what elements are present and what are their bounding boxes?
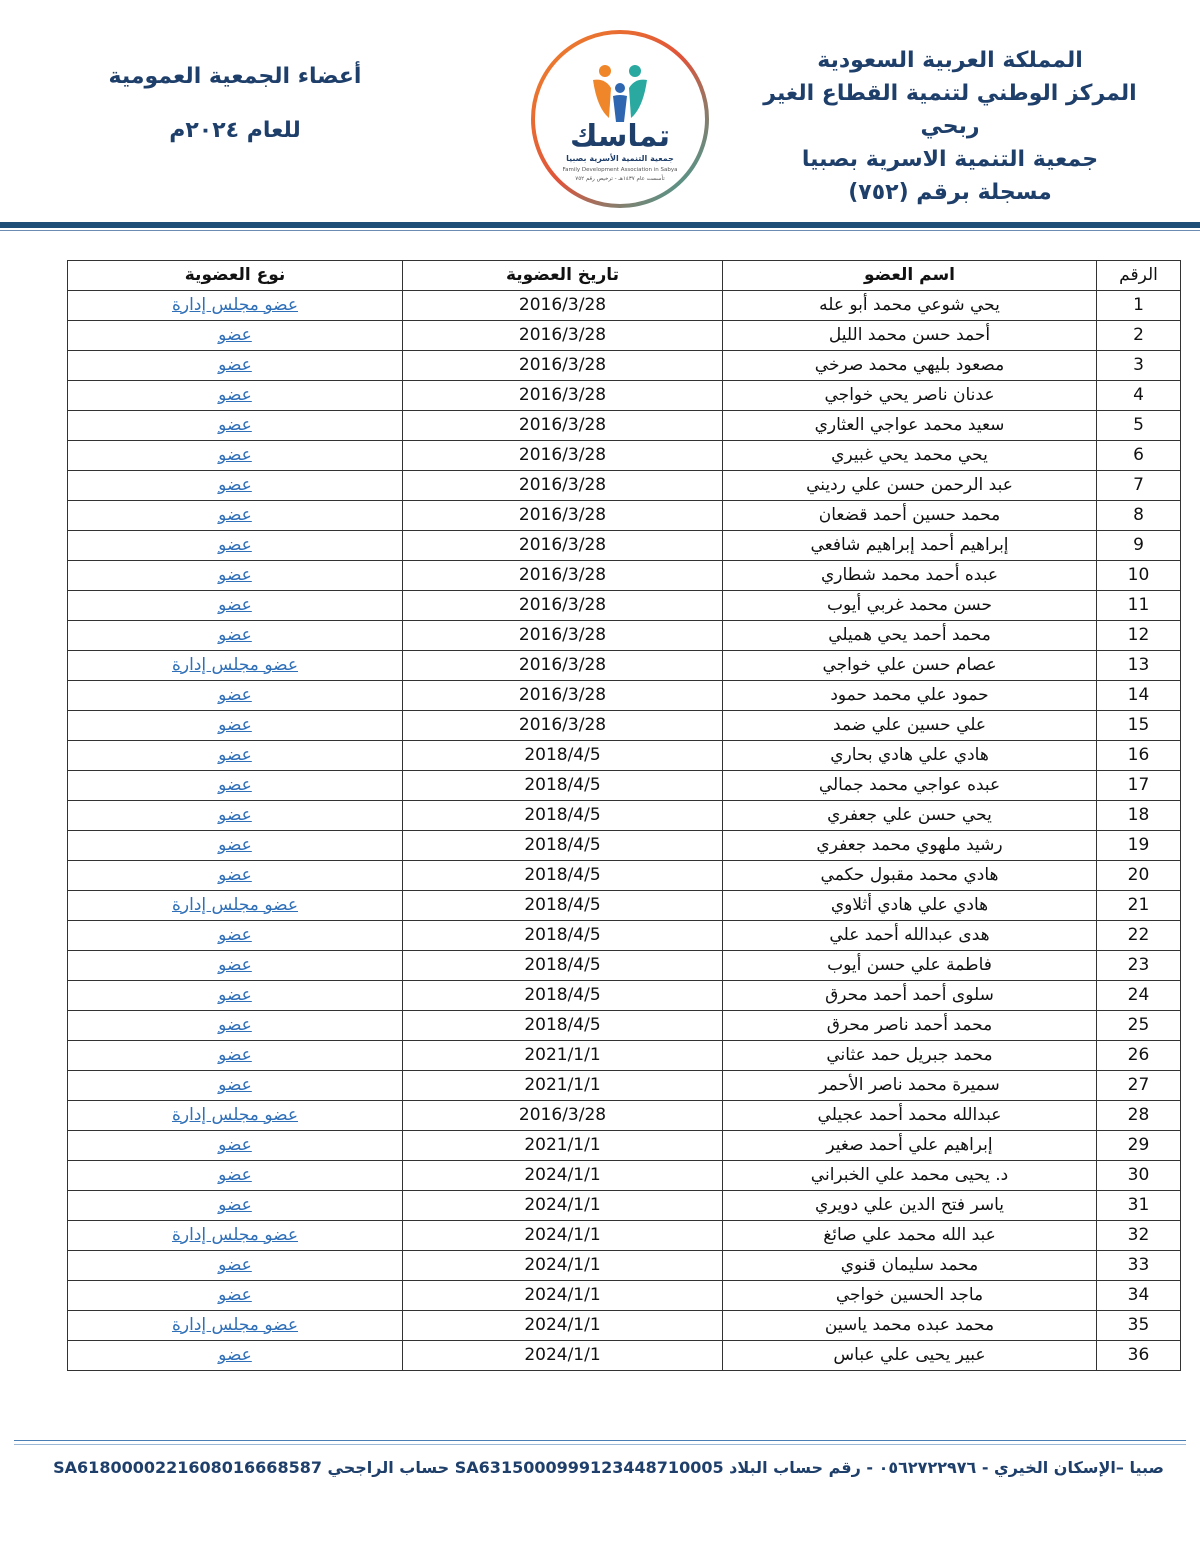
member-name: محمد عبده محمد ياسين xyxy=(723,1311,1097,1341)
member-number: 1 xyxy=(1097,291,1181,321)
member-number: 24 xyxy=(1097,981,1181,1011)
header-divider-thin xyxy=(0,230,1200,231)
member-name: مصعود بليهي محمد صرخي xyxy=(723,351,1097,381)
table-row xyxy=(68,1311,1181,1341)
member-name: محمد أحمد يحي هميلي xyxy=(723,621,1097,651)
membership-type-link[interactable]: عضو xyxy=(218,1285,252,1305)
header-line-country: المملكة العربية السعودية xyxy=(817,48,1083,73)
membership-type xyxy=(68,441,403,471)
table-row xyxy=(68,381,1181,411)
association-logo xyxy=(529,28,711,210)
membership-type-link[interactable]: عضو xyxy=(218,955,252,975)
membership-type-link[interactable]: عضو مجلس إدارة xyxy=(172,655,298,675)
table-row xyxy=(68,321,1181,351)
members-table xyxy=(67,260,1181,1371)
member-number: 5 xyxy=(1097,411,1181,441)
member-number: 27 xyxy=(1097,1071,1181,1101)
member-number: 28 xyxy=(1097,1101,1181,1131)
table-row xyxy=(68,471,1181,501)
member-number: 14 xyxy=(1097,681,1181,711)
membership-date: 2016/3/28 xyxy=(403,411,723,441)
membership-type-link[interactable]: عضو xyxy=(218,445,252,465)
table-row xyxy=(68,861,1181,891)
membership-type-link[interactable]: عضو xyxy=(218,505,252,525)
membership-date: 2016/3/28 xyxy=(403,651,723,681)
member-number: 22 xyxy=(1097,921,1181,951)
member-number: 7 xyxy=(1097,471,1181,501)
membership-type xyxy=(68,1221,403,1251)
member-number: 18 xyxy=(1097,801,1181,831)
membership-type xyxy=(68,1341,403,1371)
member-number: 2 xyxy=(1097,321,1181,351)
membership-type xyxy=(68,591,403,621)
member-name: أحمد حسن محمد الليل xyxy=(723,321,1097,351)
table-row xyxy=(68,681,1181,711)
membership-date: 2018/4/5 xyxy=(403,801,723,831)
membership-type-link[interactable]: عضو xyxy=(218,565,252,585)
membership-date: 2016/3/28 xyxy=(403,291,723,321)
membership-date: 2018/4/5 xyxy=(403,981,723,1011)
member-number: 17 xyxy=(1097,771,1181,801)
table-row xyxy=(68,591,1181,621)
membership-date: 2021/1/1 xyxy=(403,1041,723,1071)
membership-date: 2018/4/5 xyxy=(403,951,723,981)
member-number: 30 xyxy=(1097,1161,1181,1191)
table-row xyxy=(68,801,1181,831)
member-number: 31 xyxy=(1097,1191,1181,1221)
membership-date: 2024/1/1 xyxy=(403,1311,723,1341)
membership-type xyxy=(68,1071,403,1101)
membership-type-link[interactable]: عضو مجلس إدارة xyxy=(172,1225,298,1245)
member-number: 25 xyxy=(1097,1011,1181,1041)
membership-date: 2016/3/28 xyxy=(403,321,723,351)
membership-date: 2024/1/1 xyxy=(403,1281,723,1311)
member-number: 15 xyxy=(1097,711,1181,741)
membership-type-link[interactable]: عضو xyxy=(218,535,252,555)
membership-type-link[interactable]: عضو مجلس إدارة xyxy=(172,1315,298,1335)
member-name: هدى عبدالله أحمد علي xyxy=(723,921,1097,951)
member-number: 19 xyxy=(1097,831,1181,861)
membership-type-link[interactable]: عضو xyxy=(218,595,252,615)
table-row xyxy=(68,411,1181,441)
membership-date: 2024/1/1 xyxy=(403,1161,723,1191)
membership-type-link[interactable]: عضو xyxy=(218,355,252,375)
membership-type-link[interactable]: عضو مجلس إدارة xyxy=(172,1105,298,1125)
member-name: حمود علي محمد حمود xyxy=(723,681,1097,711)
membership-type-link[interactable]: عضو xyxy=(218,985,252,1005)
membership-type xyxy=(68,1311,403,1341)
member-number: 9 xyxy=(1097,531,1181,561)
membership-type xyxy=(68,1101,403,1131)
member-name: عبد الله محمد علي صائغ xyxy=(723,1221,1097,1251)
table-row xyxy=(68,891,1181,921)
membership-date: 2016/3/28 xyxy=(403,531,723,561)
member-number: 32 xyxy=(1097,1221,1181,1251)
table-row xyxy=(68,351,1181,381)
membership-type xyxy=(68,951,403,981)
membership-date: 2016/3/28 xyxy=(403,561,723,591)
header-num: الرقم xyxy=(1097,261,1181,291)
table-row xyxy=(68,1101,1181,1131)
membership-type-link[interactable]: عضو xyxy=(218,1255,252,1275)
table-row xyxy=(68,981,1181,1011)
membership-type-link[interactable]: عضو xyxy=(218,385,252,405)
membership-date: 2024/1/1 xyxy=(403,1251,723,1281)
membership-type xyxy=(68,621,403,651)
member-number: 29 xyxy=(1097,1131,1181,1161)
membership-type xyxy=(68,1011,403,1041)
table-row xyxy=(68,501,1181,531)
header-line-center: المركز الوطني لتنمية القطاع الغير ربحي xyxy=(763,81,1137,139)
membership-type xyxy=(68,801,403,831)
member-number: 8 xyxy=(1097,501,1181,531)
membership-type xyxy=(68,1041,403,1071)
header-line-association: جمعية التنمية الاسرية بصبيا xyxy=(801,147,1099,172)
membership-type xyxy=(68,1251,403,1281)
membership-type-link[interactable]: عضو xyxy=(218,775,252,795)
table-row xyxy=(68,441,1181,471)
member-number: 33 xyxy=(1097,1251,1181,1281)
membership-date: 2016/3/28 xyxy=(403,471,723,501)
table-row xyxy=(68,1191,1181,1221)
membership-type-link[interactable]: عضو xyxy=(218,1165,252,1185)
document-year: للعام ٢٠٢٤م xyxy=(169,118,301,143)
membership-type xyxy=(68,381,403,411)
member-name: عبد الرحمن حسن علي رديني xyxy=(723,471,1097,501)
membership-type xyxy=(68,711,403,741)
membership-date: 2016/3/28 xyxy=(403,441,723,471)
header-type: نوع العضوية xyxy=(68,261,403,291)
table-row xyxy=(68,561,1181,591)
membership-type xyxy=(68,651,403,681)
membership-type xyxy=(68,981,403,1011)
membership-type xyxy=(68,471,403,501)
member-name: عبده أحمد محمد شطاري xyxy=(723,561,1097,591)
membership-type-link[interactable]: عضو xyxy=(218,1045,252,1065)
membership-type-link[interactable]: عضو xyxy=(218,925,252,945)
member-number: 13 xyxy=(1097,651,1181,681)
membership-date: 2016/3/28 xyxy=(403,501,723,531)
member-name: سلوى أحمد أحمد محرق xyxy=(723,981,1097,1011)
table-row xyxy=(68,1011,1181,1041)
membership-type xyxy=(68,531,403,561)
membership-type xyxy=(68,411,403,441)
table-row xyxy=(68,1221,1181,1251)
membership-type xyxy=(68,681,403,711)
membership-type-link[interactable]: عضو xyxy=(218,685,252,705)
membership-date: 2018/4/5 xyxy=(403,1011,723,1041)
membership-date: 2016/3/28 xyxy=(403,1101,723,1131)
member-name: إبراهيم أحمد إبراهيم شافعي xyxy=(723,531,1097,561)
membership-type-link[interactable]: عضو xyxy=(218,865,252,885)
membership-type xyxy=(68,1281,403,1311)
member-name: محمد أحمد ناصر محرق xyxy=(723,1011,1097,1041)
membership-type-link[interactable]: عضو xyxy=(218,1075,252,1095)
member-name: يحي شوعي محمد أبو عله xyxy=(723,291,1097,321)
membership-type-link[interactable]: عضو xyxy=(218,805,252,825)
document-title: أعضاء الجمعية العمومية xyxy=(108,64,362,89)
member-number: 20 xyxy=(1097,861,1181,891)
logo-brand: تماسك xyxy=(569,119,671,154)
table-row xyxy=(68,951,1181,981)
membership-type-link[interactable]: عضو xyxy=(218,415,252,435)
membership-type xyxy=(68,891,403,921)
membership-date: 2024/1/1 xyxy=(403,1191,723,1221)
table-row xyxy=(68,1161,1181,1191)
member-name: د. يحيى محمد علي الخبراني xyxy=(723,1161,1097,1191)
table-row xyxy=(68,651,1181,681)
membership-date: 2016/3/28 xyxy=(403,381,723,411)
membership-type xyxy=(68,1161,403,1191)
table-row xyxy=(68,1341,1181,1371)
header-divider xyxy=(0,222,1200,228)
member-number: 10 xyxy=(1097,561,1181,591)
footer-divider xyxy=(14,1440,1186,1441)
membership-date: 2018/4/5 xyxy=(403,891,723,921)
member-name: حسن محمد غربي أيوب xyxy=(723,591,1097,621)
membership-type-link[interactable]: عضو xyxy=(218,625,252,645)
logo-english-subtitle: Family Development Association in Sabya xyxy=(562,167,678,173)
membership-type xyxy=(68,741,403,771)
member-number: 12 xyxy=(1097,621,1181,651)
membership-type-link[interactable]: عضو xyxy=(218,745,252,765)
member-name: فاطمة علي حسن أيوب xyxy=(723,951,1097,981)
member-number: 6 xyxy=(1097,441,1181,471)
member-name: عبده عواجي محمد جمالي xyxy=(723,771,1097,801)
table-row xyxy=(68,831,1181,861)
header-line-registration: مسجلة برقم (٧٥٢) xyxy=(848,180,1052,205)
membership-type-link[interactable]: عضو xyxy=(218,1015,252,1035)
membership-date: 2024/1/1 xyxy=(403,1221,723,1251)
member-number: 16 xyxy=(1097,741,1181,771)
member-name: عصام حسن علي خواجي xyxy=(723,651,1097,681)
membership-date: 2018/4/5 xyxy=(403,921,723,951)
member-number: 36 xyxy=(1097,1341,1181,1371)
member-name: إبراهيم علي أحمد صغير xyxy=(723,1131,1097,1161)
logo-license-line: تأسست عام ١٤٣٧هـ - ترخيص رقم ٧٥٢ xyxy=(575,176,665,182)
membership-type-link[interactable]: عضو xyxy=(218,835,252,855)
membership-type xyxy=(68,351,403,381)
member-name: يحي حسن علي جعفري xyxy=(723,801,1097,831)
membership-type-link[interactable]: عضو xyxy=(218,325,252,345)
membership-date: 2016/3/28 xyxy=(403,681,723,711)
table-row xyxy=(68,1041,1181,1071)
membership-type xyxy=(68,1191,403,1221)
table-row xyxy=(68,1281,1181,1311)
table-row xyxy=(68,1071,1181,1101)
membership-type-link[interactable]: عضو xyxy=(218,475,252,495)
member-number: 4 xyxy=(1097,381,1181,411)
member-name: محمد حسين أحمد قضعان xyxy=(723,501,1097,531)
membership-type-link[interactable]: عضو مجلس إدارة xyxy=(172,295,298,315)
member-name: محمد جبريل حمد عثاني xyxy=(723,1041,1097,1071)
member-name: علي حسين علي ضمد xyxy=(723,711,1097,741)
membership-type xyxy=(68,291,403,321)
footer-contact: صبيا –الإسكان الخيري - ٠٥٦٢٧٢٢٩٧٦ - رقم حساب البلاد SA6315000999123448710005 حساب الراجحي SA6180000221608016668587 xyxy=(53,1458,1164,1477)
membership-date: 2021/1/1 xyxy=(403,1071,723,1101)
footer-divider-thin xyxy=(14,1444,1186,1445)
member-name: يحي محمد يحي غبيري xyxy=(723,441,1097,471)
member-name: سعيد محمد عواجي العثاري xyxy=(723,411,1097,441)
logo-arabic-subtitle: جمعية التنمية الأسرية بصبيا xyxy=(566,154,674,163)
membership-type-link[interactable]: عضو xyxy=(218,715,252,735)
member-number: 35 xyxy=(1097,1311,1181,1341)
table-row xyxy=(68,1131,1181,1161)
member-number: 26 xyxy=(1097,1041,1181,1071)
organization-header xyxy=(740,44,1160,209)
member-name: عبدالله محمد أحمد عجيلي xyxy=(723,1101,1097,1131)
membership-date: 2018/4/5 xyxy=(403,831,723,861)
member-number: 11 xyxy=(1097,591,1181,621)
member-name: هادي محمد مقبول حكمي xyxy=(723,861,1097,891)
member-number: 3 xyxy=(1097,351,1181,381)
header-name: اسم العضو xyxy=(723,261,1097,291)
membership-type xyxy=(68,1131,403,1161)
membership-date: 2016/3/28 xyxy=(403,621,723,651)
table-row xyxy=(68,1251,1181,1281)
membership-type-link[interactable]: عضو xyxy=(218,1345,252,1365)
membership-type xyxy=(68,321,403,351)
member-name: عدنان ناصر يحي خواجي xyxy=(723,381,1097,411)
membership-date: 2018/4/5 xyxy=(403,861,723,891)
member-name: هادي علي هادي أثلاوي xyxy=(723,891,1097,921)
member-name: هادي علي هادي بحاري xyxy=(723,741,1097,771)
membership-type-link[interactable]: عضو xyxy=(218,1195,252,1215)
table-row xyxy=(68,921,1181,951)
membership-type-link[interactable]: عضو مجلس إدارة xyxy=(172,895,298,915)
table-header-row xyxy=(68,261,1181,291)
member-name: عبير يحيى علي عباس xyxy=(723,1341,1097,1371)
member-number: 23 xyxy=(1097,951,1181,981)
membership-date: 2016/3/28 xyxy=(403,351,723,381)
document-title-block xyxy=(70,62,400,146)
table-row xyxy=(68,711,1181,741)
membership-type xyxy=(68,501,403,531)
membership-type xyxy=(68,771,403,801)
member-name: محمد سليمان قنوي xyxy=(723,1251,1097,1281)
table-row xyxy=(68,291,1181,321)
membership-date: 2021/1/1 xyxy=(403,1131,723,1161)
membership-type xyxy=(68,921,403,951)
member-name: ماجد الحسين خواجي xyxy=(723,1281,1097,1311)
membership-date: 2024/1/1 xyxy=(403,1341,723,1371)
membership-date: 2016/3/28 xyxy=(403,591,723,621)
header-date: تاريخ العضوية xyxy=(403,261,723,291)
member-number: 34 xyxy=(1097,1281,1181,1311)
membership-date: 2016/3/28 xyxy=(403,711,723,741)
table-row xyxy=(68,771,1181,801)
member-name: سميرة محمد ناصر الأحمر xyxy=(723,1071,1097,1101)
table-row xyxy=(68,621,1181,651)
membership-date: 2018/4/5 xyxy=(403,771,723,801)
membership-type xyxy=(68,561,403,591)
table-row xyxy=(68,741,1181,771)
membership-date: 2018/4/5 xyxy=(403,741,723,771)
membership-type xyxy=(68,861,403,891)
membership-type xyxy=(68,831,403,861)
member-number: 21 xyxy=(1097,891,1181,921)
membership-type-link[interactable]: عضو xyxy=(218,1135,252,1155)
member-name: ياسر فتح الدين علي دويري xyxy=(723,1191,1097,1221)
table-row xyxy=(68,531,1181,561)
member-name: رشيد ملهوي محمد جعفري xyxy=(723,831,1097,861)
